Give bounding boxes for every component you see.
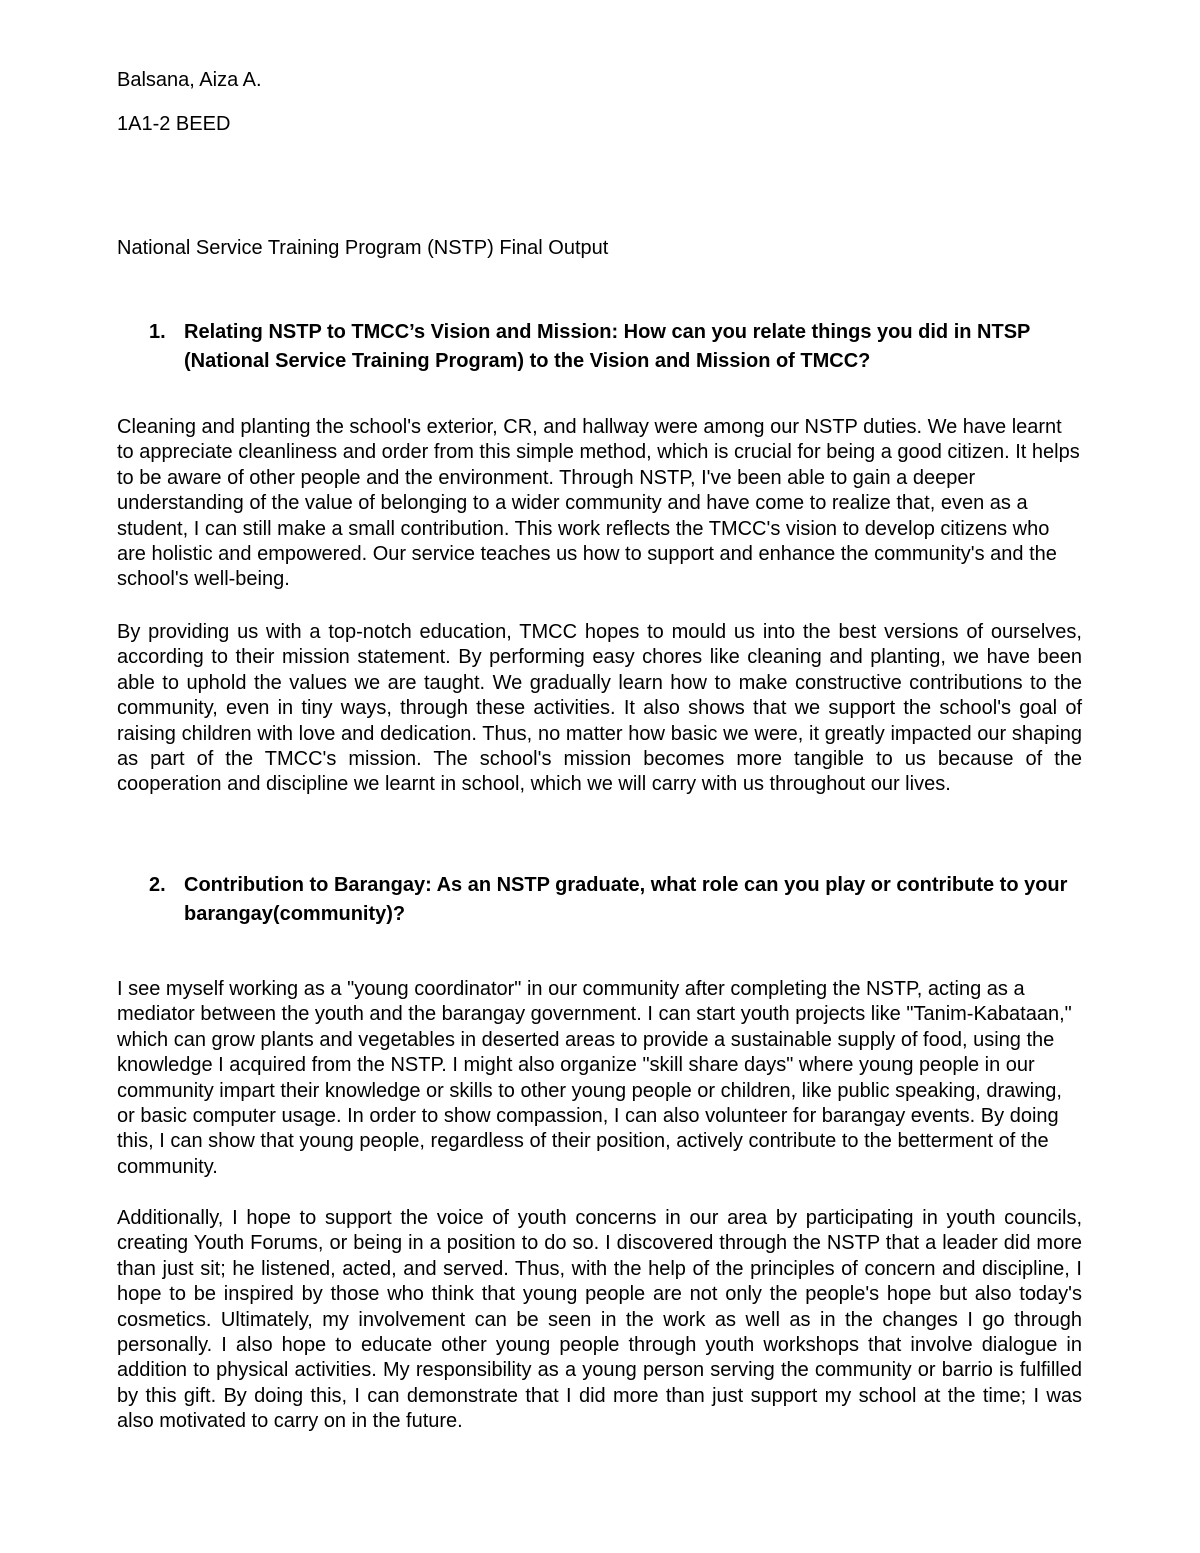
question-1-paragraph-1: Cleaning and planting the school's exterior, CR, and hallway were among our NSTP duties. We have learnt to appreciate cleanliness and order from this simple method, which is crucial for being a good citizen. It helps to be aware of other people and the environment. Through NSTP, I've been able to gain a deeper understanding of the value of belonging to a wider community and have come to realize that, even as a student, I can still make a small contribution. This work reflects the TMCC's vision to develop citizens who are holistic and empowered. Our service teaches us how to support and enhance the community's and the school's well-being. xyxy=(117,416,1080,591)
question-2-paragraph-2: Additionally, I hope to support the voice of youth concerns in our area by participating in youth councils, creating Youth Forums, or being in a position to do so. I discovered through the NSTP that a leader did more than just sit; he listened, acted, and served. Thus, with the help of the principles of concern and discipline, I hope to be inspired by those who think that young people are not only the people's hope but also today's cosmetics. Ultimately, my involvement can be seen in the work as well as in the changes I go through personally. I also hope to educate other young people through youth workshops that involve dialogue in addition to physical activities. My responsibility as a young person serving the community or barrio is fulfilled by this gift. By doing this, I can demonstrate that I did more than just support my school at the time; I was also motivated to carry on in the future. xyxy=(117,1207,1082,1433)
question-2-number: 2. xyxy=(149,874,166,896)
question-1-number: 1. xyxy=(149,321,166,343)
question-2-paragraph-1: I see myself working as a "young coordinator" in our community after completing the NSTP, acting as a mediator between the youth and the barangay government. I can start youth projects like "Tanim-Kabataan," which can grow plants and vegetables in deserted areas to provide a sustainable supply of food, using the knowledge I acquired from the NSTP. I might also organize "skill share days" where young people in our community impart their knowledge or skills to other young people or children, like public speaking, drawing, or basic computer usage. In order to show compassion, I can also volunteer for barangay events. By doing this, I can show that young people, regardless of their position, actively contribute to the betterment of the community. xyxy=(117,978,1072,1178)
question-1-paragraph-2: By providing us with a top-notch education, TMCC hopes to mould us into the best versions of ourselves, according to their mission statement. By performing easy chores like cleaning and planting, we have been able to uphold the values we are taught. We gradually learn how to make constructive contributions to the community, even in tiny ways, through these activities. It also shows that we support the school's goal of raising children with love and dedication. Thus, no matter how basic we were, it greatly impacted our shaping as part of the TMCC's mission. The school's mission becomes more tangible to us because of the cooperation and discipline we learnt in school, which we will carry with us throughout our lives. xyxy=(117,621,1082,796)
question-2-heading xyxy=(149,871,1089,929)
author-name: Balsana, Aiza A. xyxy=(117,69,262,91)
author-section: 1A1-2 BEED xyxy=(117,113,231,135)
question-1-heading xyxy=(149,318,1089,376)
document-title: National Service Training Program (NSTP) Final Output xyxy=(117,237,609,259)
question-1-text: Relating NSTP to TMCC’s Vision and Mission: How can you relate things you did in NTSP (National Service Training Program) to the Vision and Mission of TMCC? xyxy=(184,321,1031,372)
question-2-text: Contribution to Barangay: As an NSTP graduate, what role can you play or contribute to your barangay(community)? xyxy=(184,874,1068,925)
